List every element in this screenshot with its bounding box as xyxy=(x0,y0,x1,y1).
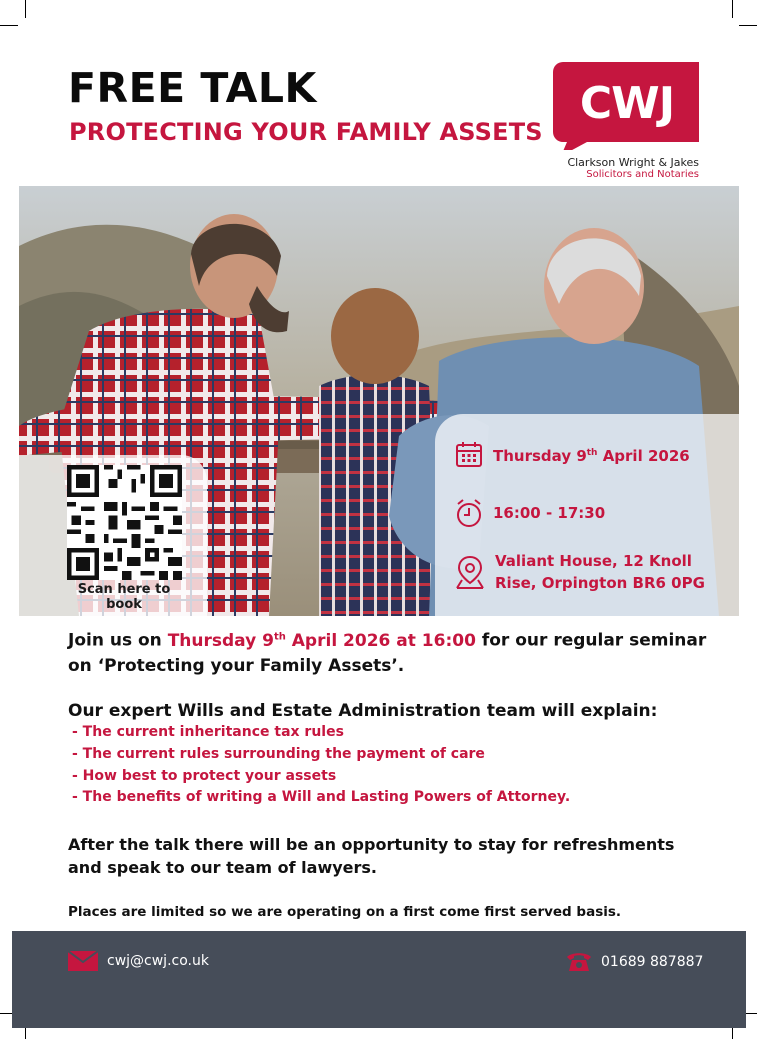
after-talk-paragraph: After the talk there will be an opportunity to stay for refreshments and speak to our team of lawyers. xyxy=(68,835,675,877)
event-date-row xyxy=(455,440,690,468)
logo-mark: CWJ xyxy=(579,78,675,129)
event-venue-row xyxy=(455,550,705,594)
crop-mark xyxy=(0,25,18,26)
list-item: - The current inheritance tax rules xyxy=(72,724,344,740)
telephone-icon xyxy=(566,951,592,973)
event-date: Thursday 9th April 2026 xyxy=(493,446,690,465)
crop-mark xyxy=(25,0,26,18)
event-venue: Valiant House, 12 Knoll Rise, Orpington BR6 0PG xyxy=(495,552,705,592)
email-contact[interactable] xyxy=(68,951,209,971)
page-title: FREE TALK xyxy=(68,64,317,112)
list-item: - The current rules surrounding the payment of care xyxy=(72,745,485,762)
phone-contact[interactable] xyxy=(566,951,703,973)
crop-mark xyxy=(732,0,733,18)
list-item: - How best to protect your assets xyxy=(72,767,337,784)
intro-paragraph: Join us on Thursday 9th April 2026 at 16:00 for our regular seminar on ‘Protecting your Family Assets’. xyxy=(68,630,707,676)
topic-list xyxy=(72,722,570,809)
crop-mark xyxy=(739,25,757,26)
cwj-logo xyxy=(553,62,699,150)
phone-text: 01689 887887 xyxy=(601,954,704,970)
intro-date: Thursday 9th April 2026 at 16:00 xyxy=(167,630,476,651)
event-info-panel xyxy=(435,414,739,616)
page-subtitle: PROTECTING YOUR FAMILY ASSETS xyxy=(69,118,543,146)
footer xyxy=(12,931,746,1028)
list-item: - The benefits of writing a Will and Lasting Powers of Attorney. xyxy=(72,789,571,806)
qr-code[interactable] xyxy=(67,465,182,580)
email-text: cwj@cwj.co.uk xyxy=(107,953,209,969)
envelope-icon xyxy=(68,951,98,971)
location-pin-icon xyxy=(455,555,485,589)
alarm-clock-icon xyxy=(455,498,483,528)
event-time-row xyxy=(455,498,605,528)
firm-subtitle: Solicitors and Notaries xyxy=(586,169,699,180)
team-heading: Our expert Wills and Estate Administration team will explain: xyxy=(68,701,658,721)
event-time: 16:00 - 17:30 xyxy=(493,504,606,522)
firm-name: Clarkson Wright & Jakes xyxy=(567,156,699,169)
qr-caption: Scan here to book xyxy=(77,582,171,612)
calendar-icon xyxy=(455,440,483,468)
qr-panel xyxy=(19,455,207,616)
places-note: Places are limited so we are operating on a first come first served basis. xyxy=(68,904,622,920)
